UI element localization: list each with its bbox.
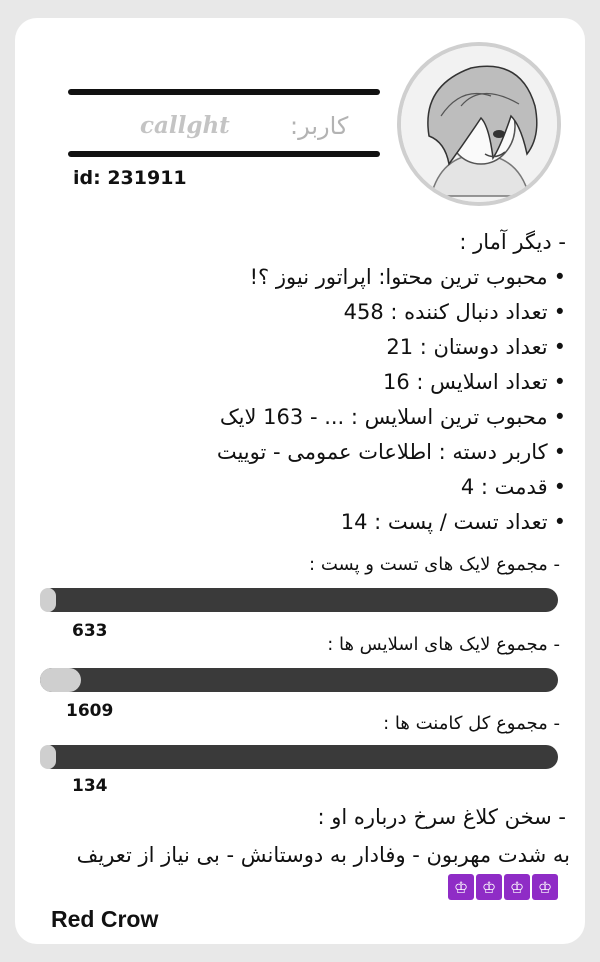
crown-emoji-icon: ♔ <box>532 874 558 900</box>
anime-avatar-icon <box>401 46 557 202</box>
user-label: کاربر: <box>290 112 349 140</box>
about-title: - سخن کلاغ سرخ درباره او : <box>317 805 566 829</box>
emoji-row <box>448 874 558 900</box>
bullet-icon: • <box>553 370 566 394</box>
avatar <box>397 42 561 206</box>
bar-value-comments: 134 <box>72 776 108 796</box>
bar-label-comments: - مجموع کل کامنت ها : <box>383 713 560 734</box>
stat-text: تعداد دنبال کننده : 458 <box>343 300 548 324</box>
stat-text: محبوب ترین اسلایس : ... - 163 لایک <box>219 405 548 429</box>
bullet-icon: • <box>553 475 566 499</box>
stat-item <box>250 265 566 289</box>
stat-text: تعداد تست / پست : 14 <box>340 510 548 534</box>
header-line-top <box>68 89 380 95</box>
stat-item <box>341 510 566 534</box>
crown-emoji-icon: ♔ <box>448 874 474 900</box>
stat-text: محبوب ترین محتوا: اپراتور نیوز ؟! <box>249 265 548 289</box>
progress-bar-comments <box>40 745 558 769</box>
progress-fill <box>40 668 81 692</box>
stat-item <box>344 300 566 324</box>
signature: Red Crow <box>51 906 159 932</box>
progress-fill <box>40 588 56 612</box>
user-id: id: 231911 <box>73 167 187 189</box>
stat-item <box>217 440 566 464</box>
crown-emoji-icon: ♔ <box>504 874 530 900</box>
stat-text: قدمت : 4 <box>460 475 548 499</box>
bar-label-test-post-likes: - مجموع لایک های تست و پست : <box>309 554 560 575</box>
stat-text: تعداد دوستان : 21 <box>386 335 548 359</box>
stat-item <box>461 475 566 499</box>
bullet-icon: • <box>553 440 566 464</box>
crown-emoji-icon: ♔ <box>476 874 502 900</box>
bar-value-test-post-likes: 633 <box>72 621 108 641</box>
bullet-icon: • <box>553 510 566 534</box>
bullet-icon: • <box>553 300 566 324</box>
bar-label-slice-likes: - مجموع لایک های اسلایس ها : <box>327 634 560 655</box>
bullet-icon: • <box>553 405 566 429</box>
username: callght <box>140 112 230 139</box>
stat-item <box>220 405 566 429</box>
progress-bar-slice-likes <box>40 668 558 692</box>
progress-fill <box>40 745 56 769</box>
stat-item <box>383 370 566 394</box>
stat-text: کاربر دسته : اطلاعات عمومی - توییت <box>216 440 548 464</box>
bar-value-slice-likes: 1609 <box>66 701 114 721</box>
progress-bar-test-post-likes <box>40 588 558 612</box>
about-text: به شدت مهربون - وفادار به دوستانش - بی نیاز از تعریف <box>76 843 570 867</box>
header-line-bottom <box>68 151 380 157</box>
stat-item <box>386 335 566 359</box>
stats-title: - دیگر آمار : <box>459 230 566 254</box>
stat-text: تعداد اسلایس : 16 <box>383 370 548 394</box>
bullet-icon: • <box>553 265 566 289</box>
bullet-icon: • <box>553 335 566 359</box>
